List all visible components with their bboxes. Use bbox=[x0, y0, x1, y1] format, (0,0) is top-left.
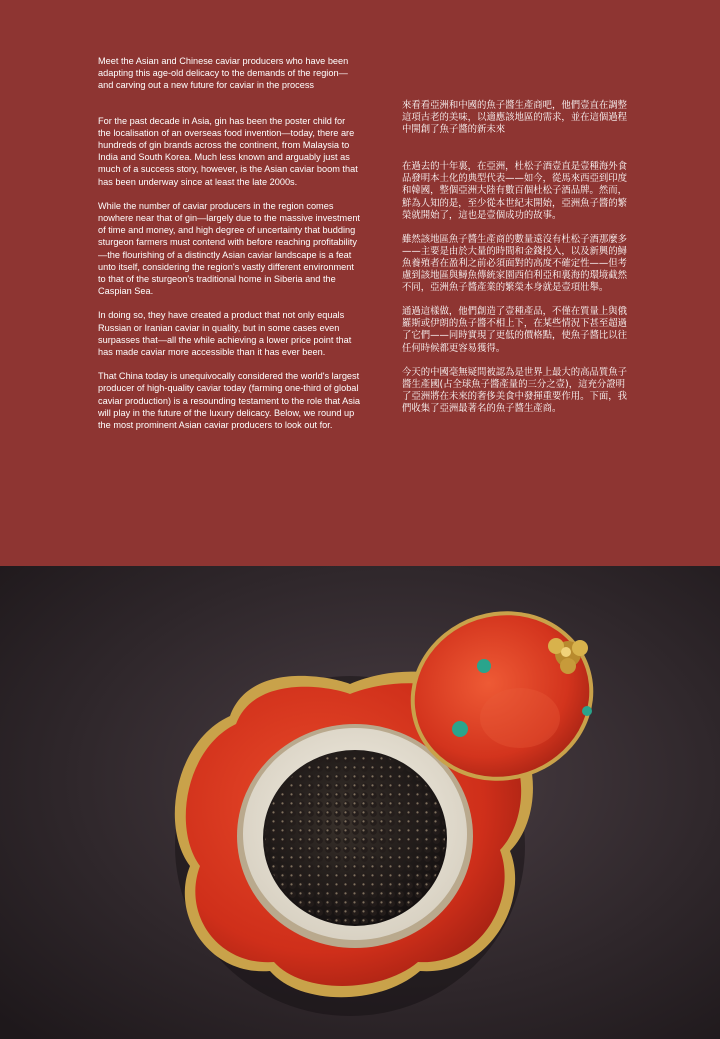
english-intro: Meet the Asian and Chinese caviar producers who have been adapting this age-old delicacy to the demands of the region—and carving out a new future for caviar in the process bbox=[98, 56, 349, 91]
chinese-paragraph: 雖然該地區魚子醬生產商的數量遠沒有杜松子酒那麼多——主要是由於大量的時間和金錢投入，以及新興的鱘魚養殖者在盈利之前必須面對的高度不確定性——但考慮到該地區與鱘魚傳統家園西伯利亞和裏海的環境截然不同，亞洲魚子醬產業的繁榮本身就是壹項壯舉。 bbox=[402, 233, 628, 294]
turquoise-dot bbox=[452, 721, 468, 737]
caviar-pearls bbox=[265, 752, 445, 924]
caviar-bowl-illustration bbox=[0, 566, 720, 1039]
chinese-paragraph: 在過去的十年裏，在亞洲，杜松子酒壹直是壹種海外食品發明本土化的典型代表——如今，從馬來西亞到印度和韓國，整個亞洲大陸有數百個杜松子酒品牌。然而，鮮為人知的是，至少從本世紀末開始，亞洲魚子醬的繁榮就開始了，這也是壹個成功的故事。 bbox=[402, 161, 628, 221]
chinese-paragraph: 今天的中國毫無疑問被認為是世界上最大的高品質魚子醬生產國(占全球魚子醬產量的三分之壹)，這充分證明了亞洲將在未來的奢侈美食中發揮重要作用。下面，我們收集了亞洲最著名的魚子醬生產商。 bbox=[402, 366, 628, 414]
english-paragraph: That China today is unequivocally considered the world's largest producer of high-quality caviar today (farming one-third of global caviar production) is a resounding testament to the role that Asia will play in the future of the luxury delicacy. Below, we round up the most prominent Asian caviar producers to look out for. bbox=[98, 371, 360, 431]
turquoise-dot bbox=[477, 659, 491, 673]
english-paragraph: For the past decade in Asia, gin has been the poster child for the localisation of an overseas food invention—today, there are hundreds of gin brands across the continent, from Malaysia to India and South Korea. Much less known and arguably just as much of a success story, however, is the Asian caviar boom that has been underway since at least the late 2000s. bbox=[98, 115, 358, 187]
english-column bbox=[98, 55, 360, 443]
turquoise-dot bbox=[582, 706, 592, 716]
caviar-bowl-photo bbox=[0, 566, 720, 1039]
english-paragraph: While the number of caviar producers in the region comes nowhere near that of gin—largely due to the massive investment of time and money, and high degree of uncertainty that budding sturgeon farmers must contend with before reaching profitability—the flourishing of a distinctly Asian caviar landscape is a feat unto itself, considering the region's vastly different environment to that of the sturgeon's traditional home in Siberia and the Caspian Sea. bbox=[98, 200, 360, 297]
chinese-column bbox=[402, 100, 632, 427]
english-paragraph: In doing so, they have created a product that not only equals Russian or Iranian caviar in quality, but in some cases even surpasses that—all the while achieving a lower price point that has made caviar more accessible than it has ever been. bbox=[98, 310, 352, 358]
chinese-paragraph: 通過這樣做，他們創造了壹種產品，不僅在質量上與俄羅斯或伊朗的魚子醬不相上下，在某些情況下甚至超過了它們——同時實現了更低的價格點，使魚子醬比以往任何時候都更容易獲得。 bbox=[402, 306, 628, 354]
chinese-intro: 來看看亞洲和中國的魚子醬生產商吧，他們壹直在調整這項古老的美味，以適應該地區的需求，並在這個過程中開創了魚子醬的新未來 bbox=[402, 100, 628, 136]
